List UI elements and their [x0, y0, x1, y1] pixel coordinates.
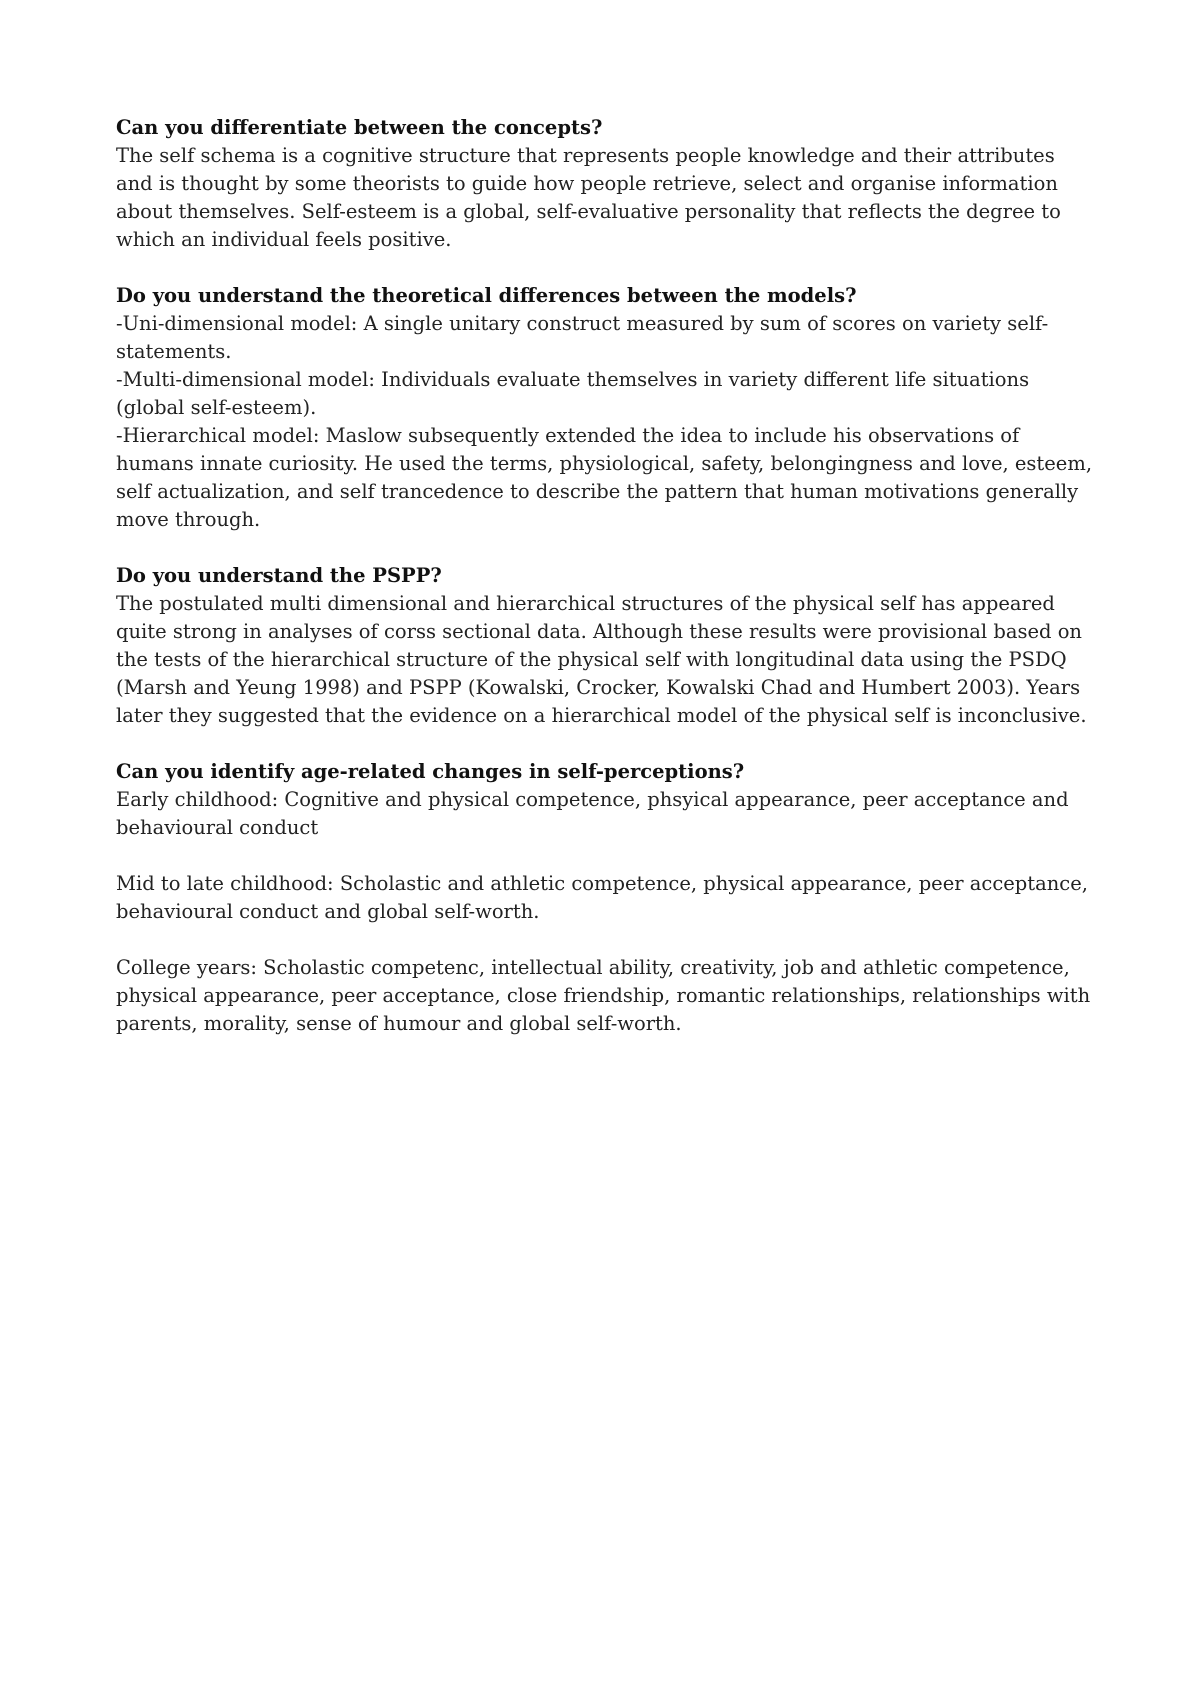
section-paragraph: -Uni-dimensional model: A single unitary construct measured by sum of scores on variety self-statements.: [116, 312, 1049, 363]
section-concepts: [116, 114, 1096, 254]
section-paragraph: Mid to late childhood: Scholastic and athletic competence, physical appearance, peer acceptance, behavioural conduct and global self-worth.: [116, 872, 1088, 923]
section-paragraph: -Hierarchical model: Maslow subsequently extended the idea to include his observations of humans innate curiosity. He used the terms, physiological, safety, belongingness and love, esteem, self actualization, and self trancedence to describe the pattern that human motivations generally move through.: [116, 424, 1093, 531]
section-paragraph: Early childhood: Cognitive and physical competence, phsyical appearance, peer acceptance and behavioural conduct: [116, 788, 1069, 839]
section-paragraph: College years: Scholastic competenc, intellectual ability, creativity, job and athletic competence, physical appearance, peer acceptance, close friendship, romantic relationships, relationships with parents, morality, sense of humour and global self-worth.: [116, 956, 1091, 1035]
section-heading: Do you understand the theoretical differences between the models?: [116, 284, 857, 307]
document-page: [116, 114, 1096, 1066]
section-heading: Can you differentiate between the concepts?: [116, 116, 603, 139]
section-paragraph: The postulated multi dimensional and hierarchical structures of the physical self has appeared quite strong in analyses of corss sectional data. Although these results were provisional based on the tests of the hierarchical structure of the physical self with longitudinal data using the PSDQ (Marsh and Yeung 1998) and PSPP (Kowalski, Crocker, Kowalski Chad and Humbert 2003). Years later they suggested that the evidence on a hierarchical model of the physical self is inconclusive.: [116, 592, 1087, 727]
section-paragraph: The self schema is a cognitive structure that represents people knowledge and their attributes and is thought by some theorists to guide how people retrieve, select and organise information about themselves. Self-esteem is a global, self-evaluative personality that reflects the degree to which an individual feels positive.: [116, 144, 1061, 251]
section-models: [116, 282, 1096, 534]
section-heading: Can you identify age-related changes in self-perceptions?: [116, 760, 745, 783]
section-paragraph: -Multi-dimensional model: Individuals evaluate themselves in variety different life situations (global self-esteem).: [116, 368, 1030, 419]
section-age-changes: [116, 758, 1096, 1038]
paragraph-spacer: [116, 842, 1096, 870]
section-heading: Do you understand the PSPP?: [116, 564, 442, 587]
paragraph-spacer: [116, 926, 1096, 954]
section-pspp: [116, 562, 1096, 730]
